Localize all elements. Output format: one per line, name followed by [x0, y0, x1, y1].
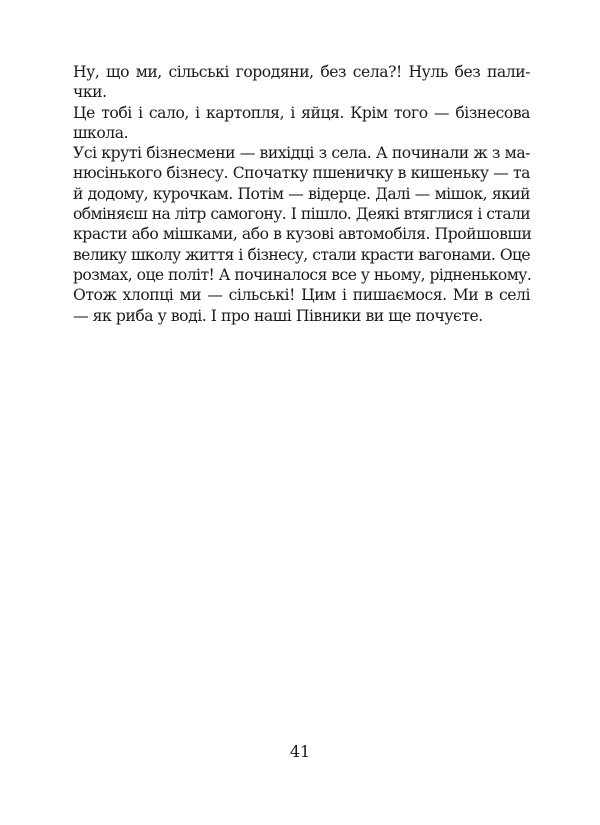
text-line: — як риба у воді. І про наші Півники ви ще почуєте.	[73, 306, 483, 325]
page-number: 41	[289, 742, 311, 761]
paragraph-1	[73, 62, 530, 103]
text-line: Це тобі і сало, і картопля, і яйця. Крім того — бізнесова	[73, 103, 530, 122]
text-line: велику школу життя і бізнесу, стали красти вагонами. Оце	[73, 245, 530, 264]
text-line: розмах, оце політ! А починалося все у ньому, рідненькому.	[73, 265, 532, 284]
text-line: Отож хлопці ми — сільські! Цим і пишаємося. Ми в селі	[73, 286, 530, 305]
text-line: школа.	[73, 123, 129, 142]
text-line: нюсінького бізнесу. Спочатку пшеничку в кишеньку — та	[73, 164, 530, 183]
body-text	[73, 62, 530, 326]
paragraph-3	[73, 143, 530, 285]
text-line: чки.	[73, 83, 107, 102]
paragraph-2	[73, 103, 530, 144]
text-line: Усі круті бізнесмени — вихідці з села. А починали ж з ма-	[73, 144, 530, 163]
text-line: й додому, курочкам. Потім — відерце. Далі — мішок, який	[73, 184, 530, 203]
paragraph-4	[73, 285, 530, 326]
text-line: обміняєш на літр самогону. І пішло. Деякі втяглися і стали	[73, 205, 530, 224]
text-line: Ну, що ми, сільські городяни, без села?! Нуль без пали-	[73, 63, 530, 81]
text-line: красти або мішками, або в кузові автомобіля. Пройшовши	[73, 225, 532, 244]
